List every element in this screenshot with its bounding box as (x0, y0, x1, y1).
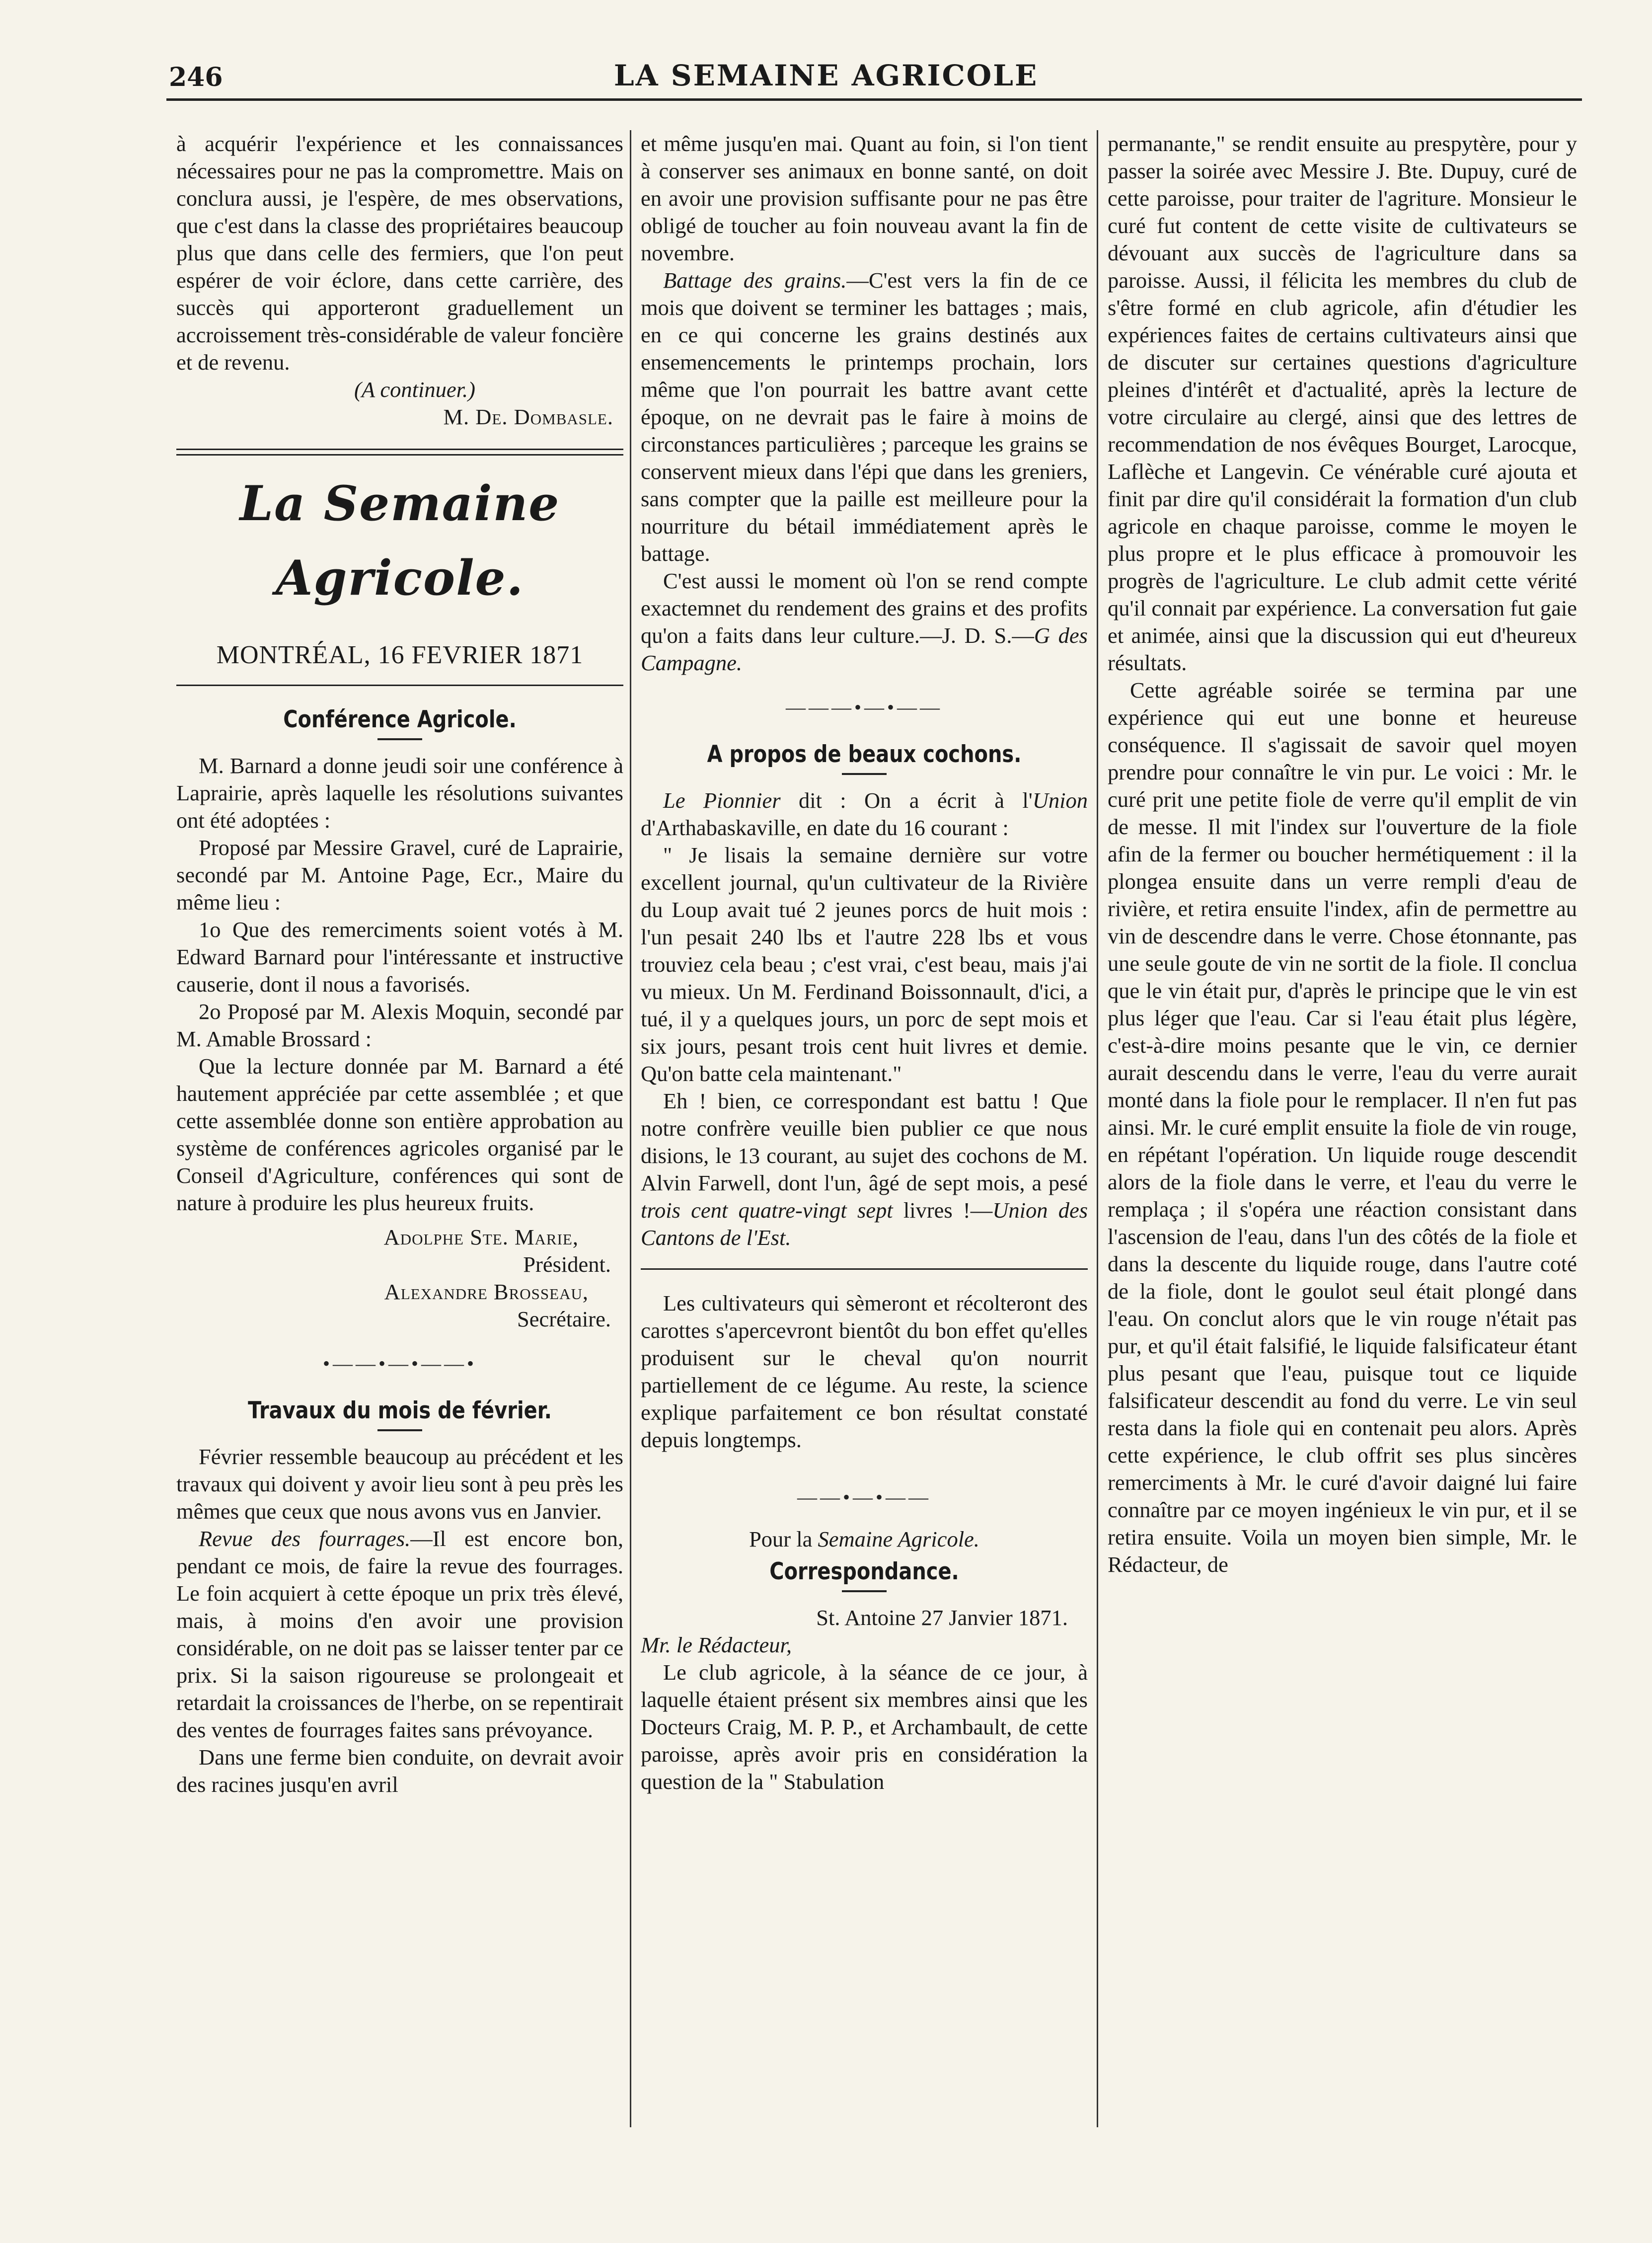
paragraph (176, 1525, 623, 1744)
ornament-divider: •——•—•——• (322, 1352, 477, 1375)
paragraph: Que la lecture donnée par M. Barnard a été hautement appréciée par cette assemblée ; et que cette assemblée donne son entière approbation au système de conférences agricoles organisé par le Conseil d'Agriculture, conférences qui sont de nature à produire les plus heureux fruits. (176, 1054, 623, 1215)
article-title: Travaux du mois de février. (248, 1397, 552, 1424)
short-rule (842, 773, 887, 775)
paragraph-text: dit : On a écrit à l' (780, 788, 1033, 813)
ornament-divider: ———•—•—— (785, 696, 943, 718)
kicker-text: Pour la (749, 1527, 818, 1551)
paragraph: " Je lisais la semaine dernière sur votre excellent journal, qu'un cultivateur de la Rivière du Loup avait tué 2 jeunes porcs de huit mois : l'un pesait 240 lbs et l'autre 228 lbs et vous trouviez cela beau ; c'est vrai, c'est beau, mais j'ai vu mieux. Un M. Ferdinand Boissonnault, d'ici, a tué, il y a quelques jours, un porc de sept mois et six jours, pesant trois cent huit livres et demie. Qu'on batte cela maintenant." (641, 843, 1088, 1086)
paragraph: Dans une ferme bien conduite, on devrait avoir des racines jusqu'en avril (176, 1745, 623, 1797)
signature-title: Président. (523, 1252, 611, 1277)
section-rule (176, 685, 623, 686)
continuation-note: (A continuer.) (354, 377, 475, 402)
short-rule (377, 738, 422, 740)
section-kicker (641, 1526, 1088, 1553)
article-title: Conférence Agricole. (283, 706, 517, 733)
masthead: La Semaine Agricole. (239, 475, 560, 606)
column-1 (176, 130, 623, 2127)
paragraph-lead: Battage des grains. (663, 268, 847, 293)
paragraph: Février ressemble beaucoup au précédent et les travaux qui doivent y avoir lieu sont à peu près les mêmes que ceux que nous avons vus en Janvier. (176, 1444, 623, 1524)
ornament-divider: ——•—•—— (797, 1486, 931, 1508)
paragraph: et même jusqu'en mai. Quant au foin, si l'on tient à conserver ses animaux en bonne santé, on doit en avoir une provision suffisante pour ne pas être obligé de toucher au foin nouveau avant la fin de novembre. (641, 131, 1088, 265)
column-divider (630, 130, 631, 2127)
source-citation: G des Campagne. (641, 623, 1088, 675)
paragraph (641, 787, 1088, 842)
paper-name: Union (1032, 788, 1088, 813)
paragraph (641, 567, 1088, 677)
signature-name: Alexandre Brosseau, (384, 1279, 589, 1304)
paper-name: Le Pionnier (663, 788, 781, 813)
paragraph-text: —Il est encore bon, pendant ce mois, de faire la revue des fourrages. Le foin acquiert à cette époque un prix très élevé, mais, à moins d'en avoir une provision considérable, on ne doit pas se laisser tenter par ce prix. Si la saison rigoureuse se prolongeait et retardait la croissances de l'herbe, on se repentirait des ventes de fourrages faites sans prévoyance. (176, 1526, 623, 1742)
short-rule (377, 1429, 422, 1431)
dateline: MONTRÉAL, 16 FEVRIER 1871 (216, 641, 584, 669)
letter-salutation: Mr. le Rédacteur, (641, 1632, 792, 1657)
running-title: LA SEMAINE AGRICOLE (613, 59, 1039, 92)
page-number: 246 (169, 62, 223, 92)
signature-name: Adolphe Ste. Marie, (383, 1225, 579, 1249)
weight-emphasis: trois cent quatre-vingt sept (641, 1198, 893, 1223)
paragraph-text: Eh ! bien, ce correspondant est battu ! Que notre confrère veuille bien publier ce que nous disions, le 13 courant, au sujet des cochons de M. Alvin Farwell, dont l'un, âgé de sept mois, a pesé (641, 1088, 1088, 1195)
paragraph-text: —C'est vers la fin de ce mois que doivent se terminer les battages ; mais, en ce qui concerne les grains destinés aux ensemencements le printemps prochain, lors même que l'on pourrait les battre avant cette époque, on ne devrait pas le faire à moins de circonstances particulières ; parceque les grains se conservent mieux dans l'épi que dans les greniers, sans compter que la paille est meilleure pour la nourriture du bétail immédiatement après le battage. (641, 268, 1088, 566)
paragraph: permanante," se rendit ensuite au prespytère, pour y passer la soirée avec Messire J. Bte. Dupuy, curé de cette paroisse, pour traiter de l'agriture. Monsieur le curé fut content de cette visite de cultivateurs se dévouant aux succès de l'agriculture dans sa paroisse. Aussi, il félicita les membres du club de s'être formé en club agricole, afin d'étudier les expériences faites de certains cultivateurs ainsi que de discuter sur certaines questions d'agriculture pleines d'intérêt et d'actualité, après la lecture de votre circulaire au clergé, ainsi que des lettres de recommendation de nos évêques Bourget, Larocque, Laflèche et Langevin. Ce vénérable curé ajouta et finit par dire qu'il considérait la formation d'un club agricole en chaque paroisse, comme le moyen le plus propre et le plus efficace à promouvoir les progrès de l'agriculture. Le club admit cette vérité qu'il connait par expérience. La conversation fut gaie et animée, ainsi que la discussion qui eut d'heureux résultats. (1108, 131, 1577, 675)
paragraph: 2o Proposé par M. Alexis Moquin, secondé par M. Amable Brossard : (176, 999, 623, 1051)
paragraph-text: livres !— (893, 1198, 993, 1223)
paragraph: Les cultivateurs qui sèmeront et récolteront des carottes s'apercevront bientôt du bon effet qu'elles produisent sur le cheval qu'on nourrit partiellement de ce légume. Au reste, la science explique parfaitement ce bon résultat constaté depuis longtemps. (641, 1291, 1088, 1452)
section-rule (176, 449, 623, 456)
article-title: Correspondance. (769, 1558, 959, 1585)
paragraph-lead: Revue des fourrages. (199, 1526, 411, 1551)
author-signature: M. De. Dombasle. (443, 404, 613, 429)
paragraph (641, 267, 1088, 567)
section-rule (641, 1268, 1088, 1270)
column-3 (1108, 130, 1577, 2127)
column-divider (1097, 130, 1098, 2127)
paragraph: Le club agricole, à la séance de ce jour, à laquelle étaient présent six membres ainsi que les Docteurs Craig, M. P. P., et Archambault, de cette paroisse, après avoir pris en considération la question de la " Stabulation (641, 1660, 1088, 1794)
paragraph: 1o Que des remerciments soient votés à M. Edward Barnard pour l'intéressante et instructive causerie, dont il nous a favorisés. (176, 917, 623, 997)
source-citation: Union des Cantons de l'Est. (641, 1198, 1088, 1250)
paragraph: Cette agréable soirée se termina par une expérience qui eut une bonne et heureuse conséquence. Il s'agissait de savoir quel moyen prendre pour connaître le vin pur. Le voici : Mr. le curé prit une petite fiole de verre qu'il emplit de vin de messe. Il mit l'index sur l'ouverture de la fiole afin de la fermer ou boucher hermétiquement : il la plongea ensuite dans un verre rempli d'eau de rivière, et retira ensuite l'index, afin de permettre au vin de descendre dans le verre. Chose étonnante, pas une seule goute de vin ne sortit de la fiole. Il conclua que le vin était pur, d'après le principe que le vin est plus léger que l'eau. Car si l'eau était plus légère, c'est-à-dire moins pesante que le vin, ce dernier aurait descendu dans le verre, l'eau du verre aurait monté dans la fiole pour le remplacer. Il n'en fut pas ainsi. Mr. le curé emplit ensuite la fiole de vin rouge, en répétant l'opération. Un liquide rouge descendit alors de la fiole dans le verre, et l'eau du verre le remplaça ; il s'opéra une réaction consistant dans l'ascension de l'eau, dans l'un des côtés de la fiole et dans la descente du liquide rouge, dans l'autre coté de la fiole, dont le goulot seul était plongé dans l'eau. On conclut alors que le vin rouge n'était pas pur, et qu'il était falsifié, le liquide falsificateur étant plus pesant que l'eau, puisque tout ce liquide falsificateur descendit au fond du verre. Le vin seul resta dans la fiole qui en contenait peu alors. Après cette expérience, le club offrit ses plus sincères remerciments à Mr. le curé d'avoir daigné lui faire connaître par ce moyen ingénieux le vin pur, et il se retira ensuite. Voila un moyen bien simple, Mr. le Rédacteur, de (1108, 678, 1577, 1577)
paragraph: Proposé par Messire Gravel, curé de Laprairie, secondé par M. Antoine Page, Ecr., Maire du même lieu : (176, 835, 623, 915)
short-rule (842, 1590, 887, 1592)
paragraph: à acquérir l'expérience et les connaissances nécessaires pour ne pas la compromettre. Mais on conclura aussi, je l'espère, de mes observations, que c'est dans la classe des propriétaires beaucoup plus que dans celle des fermiers, que l'on peut espérer de voir éclore, dans cette carrière, des succès qui apporteront graduellement un accroissement très-considérable de valeur foncière et de revenu. (176, 131, 623, 375)
kicker-source: Semaine Agricole. (818, 1527, 979, 1551)
signature-title: Secrétaire. (517, 1307, 611, 1331)
paragraph-text: C'est aussi le moment où l'on se rend compte exactemnet du rendement des grains et des profits qu'on a faits dans leur culture.—J. D. S.— (641, 568, 1088, 648)
paragraph (641, 1087, 1088, 1251)
paragraph: M. Barnard a donne jeudi soir une conférence à Laprairie, après laquelle les résolutions suivantes ont été adoptées : (176, 753, 623, 833)
paragraph-text: d'Arthabaskaville, en date du 16 courant : (641, 815, 1009, 840)
article-title: A propos de beaux cochons. (707, 741, 1022, 768)
header-rule (166, 98, 1582, 101)
letter-date: St. Antoine 27 Janvier 1871. (816, 1605, 1068, 1630)
column-2 (641, 130, 1088, 2127)
